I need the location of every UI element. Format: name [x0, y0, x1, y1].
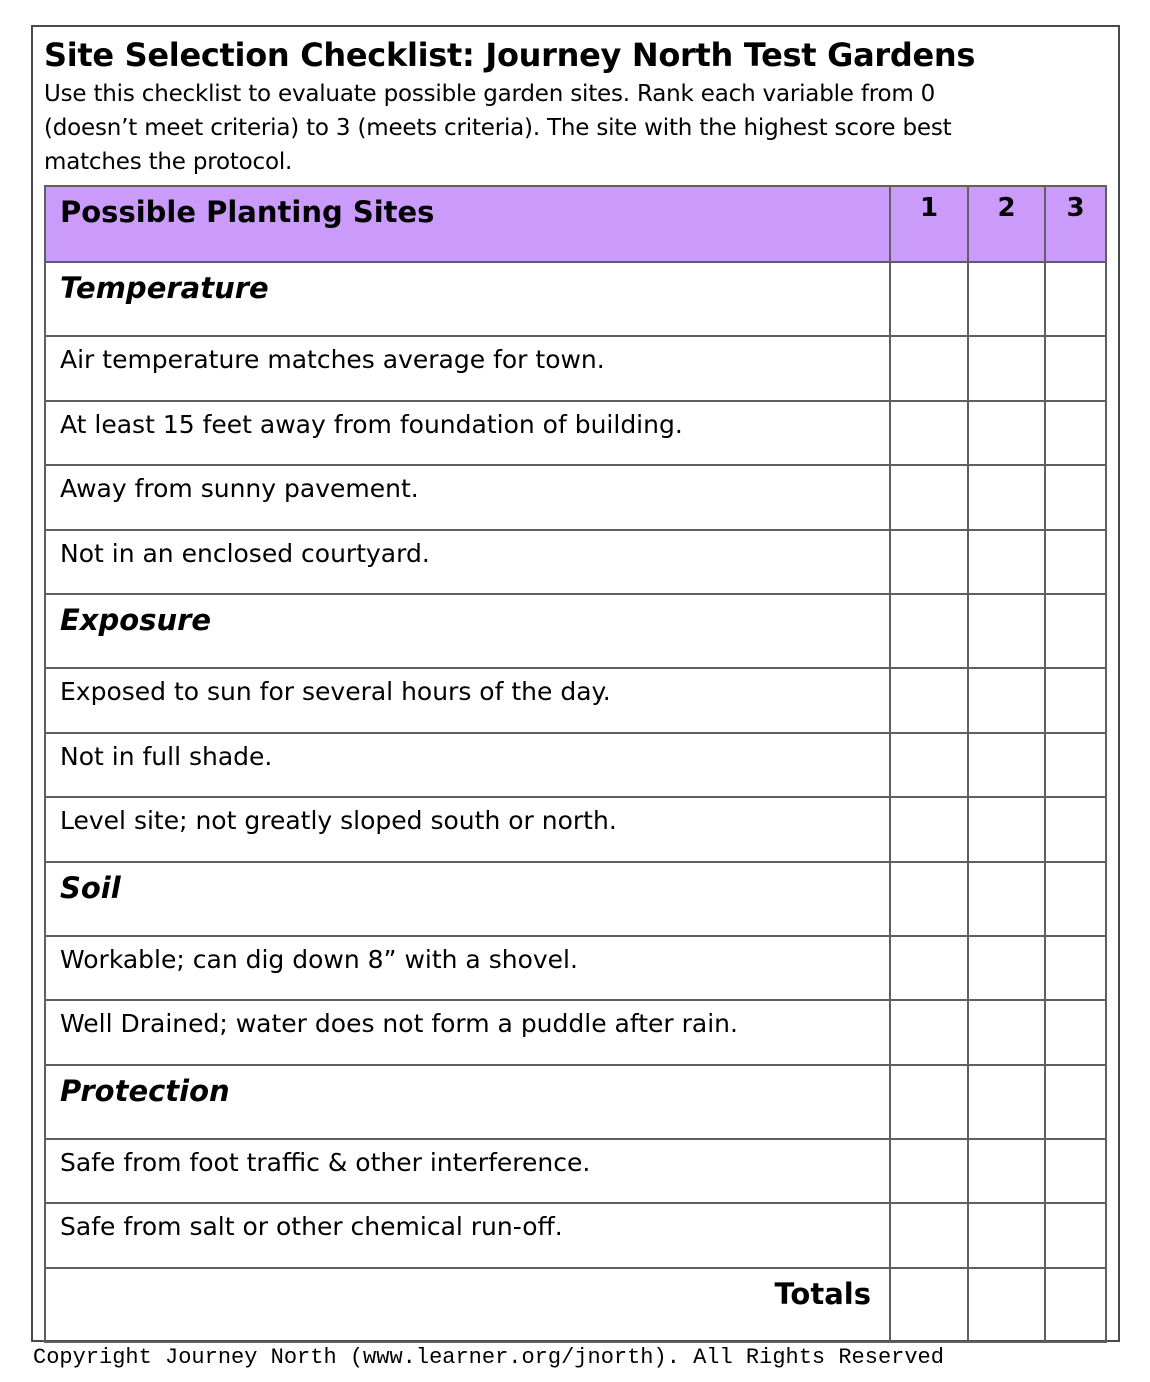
- table-row: [45, 1000, 1106, 1065]
- checklist-table: [44, 185, 1107, 1343]
- intro-text: [44, 77, 1118, 179]
- table-row: [45, 465, 1106, 530]
- score-cell: [890, 465, 968, 530]
- section-label: Soil: [45, 862, 890, 936]
- table-row: [45, 668, 1106, 733]
- table-row: [45, 797, 1106, 862]
- score-cell: [890, 401, 968, 466]
- score-cell: [890, 862, 968, 936]
- section-label: Temperature: [45, 262, 890, 336]
- score-cell: [890, 262, 968, 336]
- score-cell: [890, 336, 968, 401]
- score-cell: [1045, 936, 1106, 1001]
- page-title: Site Selection Checklist: Journey North Test Gardens: [44, 36, 976, 74]
- score-cell: [968, 668, 1045, 733]
- score-cell: [890, 1000, 968, 1065]
- score-cell: [1045, 862, 1106, 936]
- row-label: Workable; can dig down 8” with a shovel.: [45, 936, 890, 1001]
- score-cell: [968, 1139, 1045, 1204]
- score-cell: [890, 1203, 968, 1268]
- score-cell: [1045, 530, 1106, 595]
- row-label: At least 15 feet away from foundation of building.: [45, 401, 890, 466]
- score-cell: [890, 1268, 968, 1342]
- score-cell: [1045, 1139, 1106, 1204]
- score-cell: [968, 336, 1045, 401]
- score-cell: [890, 1139, 968, 1204]
- page-frame: [31, 25, 1120, 1342]
- score-cell: [968, 797, 1045, 862]
- score-cell: [1045, 262, 1106, 336]
- row-label: Away from sunny pavement.: [45, 465, 890, 530]
- score-cell: [1045, 733, 1106, 798]
- score-cell: [968, 465, 1045, 530]
- score-cell: [1045, 465, 1106, 530]
- table-row: [45, 733, 1106, 798]
- section-label: Protection: [45, 1065, 890, 1139]
- intro-line: Use this checklist to evaluate possible garden sites. Rank each variable from 0: [44, 81, 936, 107]
- score-cell: [968, 401, 1045, 466]
- row-label: Safe from salt or other chemical run-off.: [45, 1203, 890, 1268]
- score-cell: [1045, 668, 1106, 733]
- table-row: [45, 336, 1106, 401]
- score-cell: [890, 733, 968, 798]
- intro-line: (doesn’t meet criteria) to 3 (meets criteria). The site with the highest score best: [44, 115, 952, 141]
- row-label: Not in full shade.: [45, 733, 890, 798]
- score-cell: [890, 668, 968, 733]
- table-row: [45, 401, 1106, 466]
- column-header-sites: Possible Planting Sites: [45, 186, 890, 262]
- score-cell: [968, 1065, 1045, 1139]
- score-cell: [968, 936, 1045, 1001]
- table-totals-row: [45, 1268, 1106, 1342]
- table-section-row: [45, 262, 1106, 336]
- score-cell: [968, 1000, 1045, 1065]
- table-section-row: [45, 862, 1106, 936]
- score-cell: [968, 862, 1045, 936]
- row-label: Exposed to sun for several hours of the day.: [45, 668, 890, 733]
- table-header-row: [45, 186, 1106, 262]
- score-cell: [890, 530, 968, 595]
- column-header-site-3: 3: [1045, 186, 1106, 262]
- score-cell: [968, 1268, 1045, 1342]
- row-label: Air temperature matches average for town.: [45, 336, 890, 401]
- table-row: [45, 1203, 1106, 1268]
- table-section-row: [45, 594, 1106, 668]
- score-cell: [1045, 1000, 1106, 1065]
- row-label: Not in an enclosed courtyard.: [45, 530, 890, 595]
- score-cell: [1045, 594, 1106, 668]
- score-cell: [968, 1203, 1045, 1268]
- score-cell: [1045, 1268, 1106, 1342]
- table-row: [45, 936, 1106, 1001]
- column-header-site-1: 1: [890, 186, 968, 262]
- score-cell: [1045, 1065, 1106, 1139]
- row-label: Level site; not greatly sloped south or north.: [45, 797, 890, 862]
- row-label: Safe from foot traffic & other interference.: [45, 1139, 890, 1204]
- totals-label: Totals: [45, 1268, 890, 1342]
- column-header-site-2: 2: [968, 186, 1045, 262]
- table-row: [45, 530, 1106, 595]
- score-cell: [968, 733, 1045, 798]
- row-label: Well Drained; water does not form a puddle after rain.: [45, 1000, 890, 1065]
- score-cell: [1045, 1203, 1106, 1268]
- score-cell: [968, 594, 1045, 668]
- table-row: [45, 1139, 1106, 1204]
- score-cell: [1045, 401, 1106, 466]
- score-cell: [890, 594, 968, 668]
- section-label: Exposure: [45, 594, 890, 668]
- score-cell: [968, 262, 1045, 336]
- score-cell: [968, 530, 1045, 595]
- score-cell: [890, 1065, 968, 1139]
- score-cell: [1045, 336, 1106, 401]
- copyright-line: Copyright Journey North (www.learner.org/jnorth). All Rights Reserved: [33, 1345, 944, 1370]
- table-section-row: [45, 1065, 1106, 1139]
- intro-line: matches the protocol.: [44, 149, 293, 175]
- score-cell: [890, 797, 968, 862]
- score-cell: [890, 936, 968, 1001]
- score-cell: [1045, 797, 1106, 862]
